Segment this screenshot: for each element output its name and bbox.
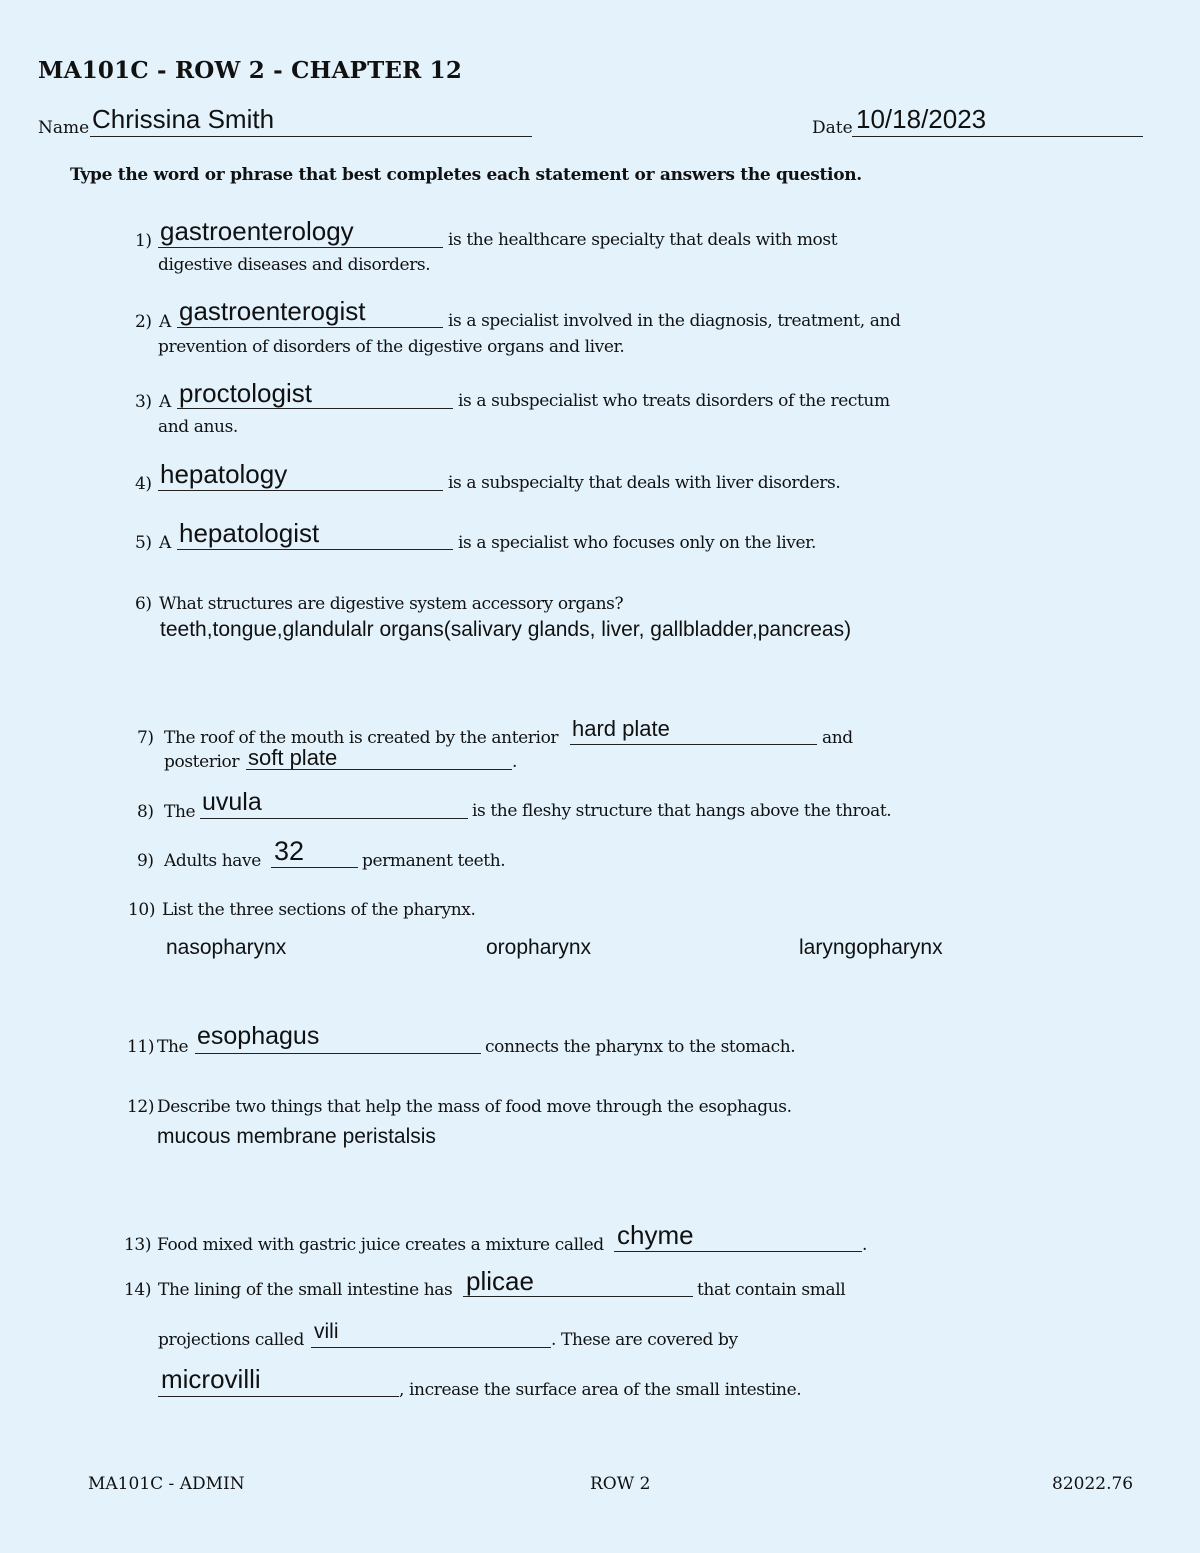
q4-number: 4) — [135, 474, 152, 494]
q14-underline-microvilli — [158, 1396, 399, 1397]
q14-text-e: , increase the surface area of the small intestine. — [399, 1380, 802, 1400]
q2-number: 2) — [135, 312, 152, 332]
q11-underline — [195, 1053, 481, 1054]
q13-number: 13) — [124, 1235, 152, 1255]
q10-number: 10) — [128, 900, 156, 920]
q8-underline — [200, 818, 468, 819]
q9-answer[interactable]: 32 — [274, 836, 305, 866]
q8-text: is the fleshy structure that hangs above the throat. — [472, 801, 892, 821]
instructions: Type the word or phrase that best completes each statement or answers the question. — [70, 165, 862, 185]
q7-posterior-label: posterior — [164, 752, 240, 772]
date-label: Date — [812, 118, 853, 138]
q13-period: . — [862, 1235, 868, 1255]
q1-number: 1) — [135, 231, 152, 251]
q7-answer-posterior[interactable]: soft plate — [248, 745, 338, 770]
q12-question: Describe two things that help the mass of food move through the esophagus. — [157, 1097, 792, 1117]
q3-text-cont: and anus. — [158, 417, 238, 437]
page-title: MA101C - ROW 2 - CHAPTER 12 — [38, 57, 463, 84]
q2-prefix: A — [159, 312, 171, 332]
name-field[interactable]: Chrissina Smith — [92, 104, 275, 134]
q4-answer[interactable]: hepatology — [160, 459, 288, 489]
q6-question: What structures are digestive system accessory organs? — [159, 594, 624, 614]
q7-text: The roof of the mouth is created by the anterior — [164, 728, 559, 748]
q9-number: 9) — [137, 851, 154, 871]
q14-text-c: projections called — [158, 1330, 304, 1350]
q12-answer[interactable]: mucous membrane peristalsis — [157, 1125, 436, 1148]
q1-underline — [158, 247, 443, 248]
q12-number: 12) — [127, 1097, 155, 1117]
q3-number: 3) — [135, 392, 152, 412]
name-underline — [90, 136, 532, 137]
q8-answer[interactable]: uvula — [202, 788, 262, 816]
q7-period: . — [512, 752, 518, 772]
q5-number: 5) — [135, 533, 152, 553]
q11-answer[interactable]: esophagus — [197, 1022, 320, 1050]
q9-prefix: Adults have — [164, 851, 261, 871]
q3-underline — [177, 408, 453, 409]
q4-text: is a subspecialty that deals with liver disorders. — [448, 473, 841, 493]
q13-answer[interactable]: chyme — [617, 1220, 694, 1250]
q13-text: Food mixed with gastric juice creates a mixture called — [157, 1235, 604, 1255]
q2-text: is a specialist involved in the diagnosis, treatment, and — [448, 311, 901, 331]
q14-text: The lining of the small intestine has — [158, 1280, 453, 1300]
q5-prefix: A — [159, 533, 171, 553]
q14-text-d: . These are covered by — [551, 1330, 738, 1350]
q14-underline-plicae — [463, 1296, 693, 1297]
q3-answer[interactable]: proctologist — [179, 378, 312, 408]
q14-answer-vili[interactable]: vili — [314, 1320, 339, 1343]
q7-underline-posterior — [246, 769, 512, 770]
q7-underline-anterior — [570, 744, 817, 745]
q11-prefix: The — [157, 1037, 189, 1057]
footer-left: MA101C - ADMIN — [88, 1474, 245, 1494]
name-label: Name — [38, 118, 90, 138]
q9-underline — [271, 867, 358, 868]
q14-text-b: that contain small — [697, 1280, 846, 1300]
q1-text-cont: digestive diseases and disorders. — [158, 255, 431, 275]
q7-and: and — [822, 728, 853, 748]
date-underline — [852, 136, 1143, 137]
q5-underline — [177, 549, 453, 550]
q5-answer[interactable]: hepatologist — [179, 518, 320, 548]
q8-prefix: The — [164, 802, 196, 822]
q10-answer-2[interactable]: oropharynx — [486, 936, 592, 959]
q11-number: 11) — [127, 1037, 155, 1057]
q6-answer[interactable]: teeth,tongue,glandulalr organs(salivary glands, liver, gallbladder,pancreas) — [160, 618, 852, 641]
q13-underline — [614, 1251, 862, 1252]
q6-number: 6) — [135, 594, 152, 614]
q14-underline-vili — [311, 1347, 551, 1348]
q5-text: is a specialist who focuses only on the liver. — [458, 533, 817, 553]
q7-answer-anterior[interactable]: hard plate — [572, 716, 670, 741]
q2-text-cont: prevention of disorders of the digestive organs and liver. — [158, 337, 625, 357]
date-field[interactable]: 10/18/2023 — [856, 104, 987, 134]
q11-text: connects the pharynx to the stomach. — [485, 1037, 796, 1057]
q1-answer[interactable]: gastroenterology — [160, 216, 354, 246]
footer-right: 82022.76 — [1052, 1474, 1134, 1494]
q1-text: is the healthcare specialty that deals with most — [448, 230, 838, 250]
q8-number: 8) — [137, 802, 154, 822]
q3-prefix: A — [159, 392, 171, 412]
q4-underline — [158, 490, 443, 491]
q10-answer-3[interactable]: laryngopharynx — [799, 936, 943, 959]
q10-answer-1[interactable]: nasopharynx — [166, 936, 287, 959]
q14-answer-microvilli[interactable]: microvilli — [161, 1364, 261, 1394]
q2-underline — [177, 327, 443, 328]
q14-answer-plicae[interactable]: plicae — [466, 1266, 534, 1296]
q7-number: 7) — [137, 728, 154, 748]
q2-answer[interactable]: gastroenterogist — [179, 296, 366, 326]
q3-text: is a subspecialist who treats disorders of the rectum — [458, 391, 890, 411]
footer-center: ROW 2 — [590, 1474, 651, 1494]
q9-text: permanent teeth. — [362, 851, 506, 871]
q14-number: 14) — [124, 1280, 152, 1300]
q10-question: List the three sections of the pharynx. — [162, 900, 476, 920]
